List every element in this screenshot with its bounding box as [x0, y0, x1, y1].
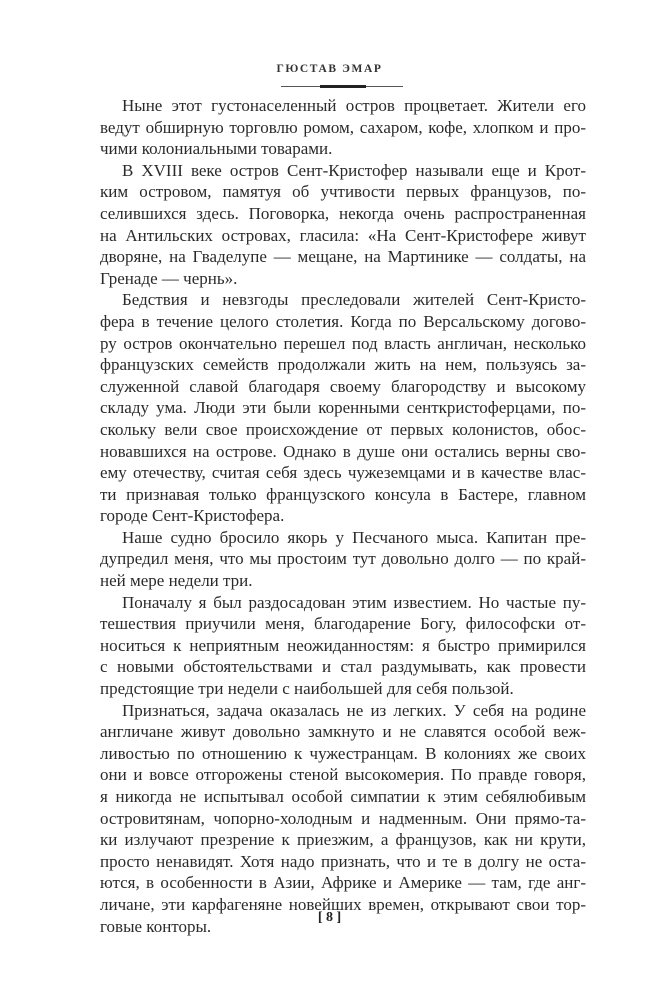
text-line: я никогда не испытывал особой симпатии к этим себялюбивым [100, 787, 586, 806]
paragraph [100, 289, 586, 527]
text-line: они и вовсе отгорожены стеной высокомерия. По правде говоря, [100, 765, 586, 785]
text-line: чими колониальными товарами. [100, 139, 333, 159]
text-line: новавшихся на острове. Однако в душе они остались верны сво- [100, 441, 586, 461]
header-rule-ornament [320, 85, 366, 88]
text-line: с новыми обстоятельствами и стал раздумывать, как провести [100, 657, 586, 677]
text-line: Ныне этот густонаселенный остров процветает. Жители его [122, 96, 586, 115]
text-line: Признаться, задача оказалась не из легких. У себя на родине [122, 700, 586, 720]
text-line: складу ума. Люди эти были коренными сенткристоферцами, по- [100, 398, 586, 418]
text-line: Бедствия и невзгоды преследовали жителей Сент-Кристо- [122, 290, 586, 310]
text-line: ведут обширную торговлю ромом, сахаром, кофе, хлопком и про- [100, 117, 586, 137]
text-line: носиться к неприятным неожиданностям: я быстро примирился [100, 635, 586, 655]
paragraph [100, 95, 586, 160]
text-line: просто ненавидят. Хотя надо признать, что и те в долгу не оста- [100, 851, 586, 871]
text-line: скольку вели свое происхождение от первых колонистов, обос- [100, 419, 586, 439]
text-line: ней мере недели три. [100, 571, 253, 591]
text-line: англичане живут довольно замкнуто и не славятся особой веж- [100, 722, 586, 742]
text-line: ру остров окончательно перешел под власть англичан, несколько [100, 333, 586, 353]
text-line: ким островом, памятуя об учтивости первых французов, по- [100, 182, 586, 202]
text-line: В XVIII веке остров Сент-Кристофер называли еще и Крот- [122, 160, 586, 180]
text-line: говые конторы. [100, 916, 212, 936]
text-line: предстоящие три недели с наибольшей для себя пользой. [100, 679, 514, 699]
running-head: ГЮСТАВ ЭМАР [276, 63, 383, 75]
text-line: дворяне, на Гваделупе — мещане, на Мартинике — солдаты, на [100, 247, 586, 267]
text-line: на Антильских островах, гласила: «На Сент-Кристофере живут [100, 225, 586, 245]
text-line: ются, в особенности в Азии, Африке и Америке — там, где анг- [100, 873, 586, 893]
text-line: дупредил меня, что мы простоим тут довольно долго — по край- [100, 549, 586, 569]
paragraph [100, 527, 586, 592]
text-line: ки излучают презрение к приезжим, а французов, как ни крути, [100, 830, 586, 850]
paragraph [100, 700, 586, 938]
text-line: французских семейств продолжали жить на нем, пользуясь за- [100, 355, 586, 375]
text-line: ему отечеству, считая себя здесь чужеземцами и в качестве влас- [100, 463, 586, 483]
text-line: служенной славой благодаря своему благородству и высокому [100, 376, 586, 396]
text-line: селившихся здесь. Поговорка, некогда очень распространенная [100, 203, 586, 223]
paragraph [100, 160, 586, 290]
text-line: личане, эти карфагеняне новейших времен, открывают свои тор- [100, 894, 586, 914]
text-line: тешествия приучили меня, благодарение Богу, философски от- [100, 614, 586, 634]
text-line: городе Сент-Кристофера. [100, 506, 285, 526]
text-line: ливостью по отношению к чужестранцам. В колониях же своих [100, 743, 586, 763]
page-number: [ 8 ] [317, 910, 342, 925]
text-line: Поначалу я был раздосадован этим известием. Но частые пу- [122, 592, 586, 612]
text-line: островитянам, чопорно-холодным и надменным. Они прямо-та- [100, 808, 586, 828]
text-line: ти признавая только французского консула в Бастере, главном [100, 484, 586, 504]
text-line: Гренаде — чернь». [100, 268, 238, 288]
paragraph [100, 592, 586, 700]
text-line: фера в течение целого столетия. Когда по Версальскому догово- [100, 311, 586, 331]
text-line: Наше судно бросило якорь у Песчаного мыса. Капитан пре- [122, 527, 586, 547]
body-text [100, 95, 586, 937]
